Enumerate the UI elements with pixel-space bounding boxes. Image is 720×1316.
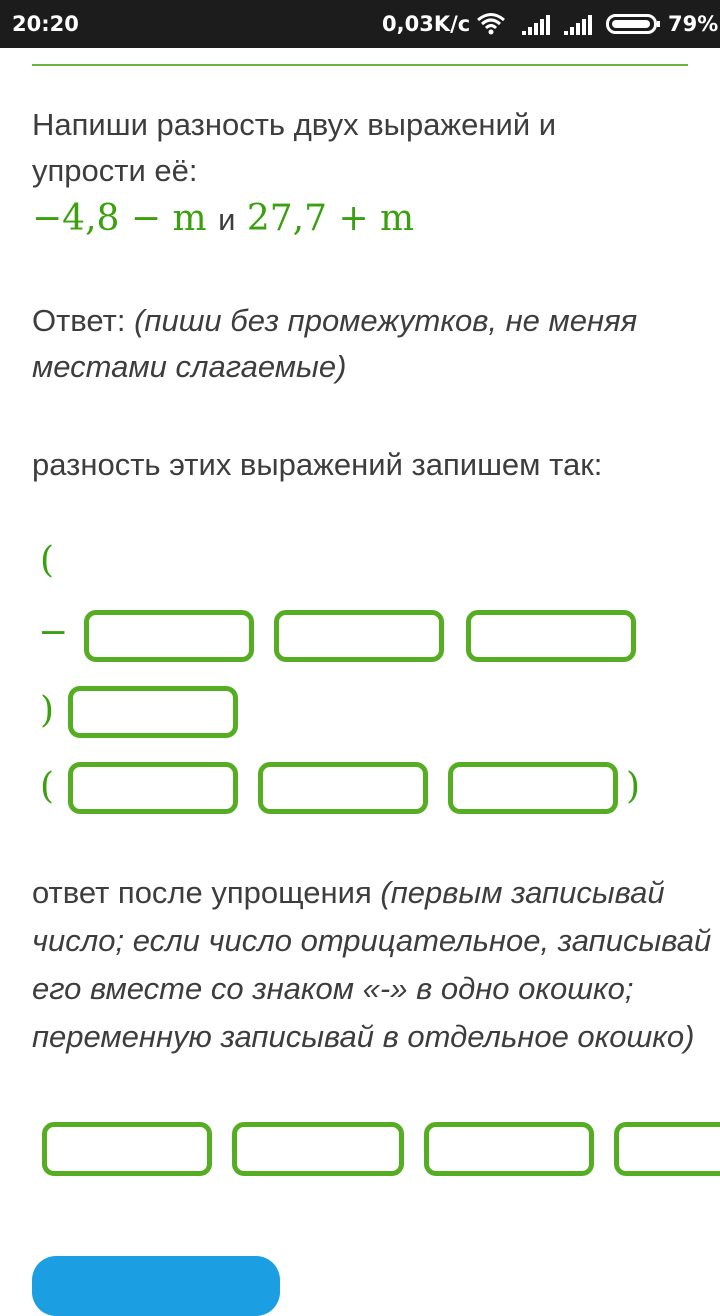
answer-hint-line-2: местами слагаемые) [32, 349, 347, 384]
close-paren-1: ) [40, 690, 55, 731]
result-box-3[interactable] [424, 1122, 594, 1176]
answer-box-4[interactable] [68, 686, 238, 738]
after-line-1 [32, 870, 665, 916]
open-paren-1: ( [40, 540, 55, 581]
answer-box-5[interactable] [68, 762, 238, 814]
signal-icon [522, 15, 552, 40]
after-hint-line-3: его вместе со знаком «-» в одно окошко; [32, 971, 634, 1006]
task-text-line-2: упрости её: [32, 153, 198, 188]
battery-percentage: 79% [668, 12, 719, 36]
answer-box-6[interactable] [258, 762, 428, 814]
minus-sign: − [38, 612, 69, 653]
signal-icon [564, 15, 594, 40]
result-box-4[interactable] [614, 1122, 720, 1176]
close-paren-2: ) [626, 766, 641, 807]
answer-box-1[interactable] [84, 610, 254, 662]
answer-box-3[interactable] [466, 610, 636, 662]
after-hint-line-4: переменную записывай в отдельное окошко) [32, 1019, 695, 1054]
answer-hint: (пиши без промежутков, не меняя [134, 303, 638, 338]
answer-label: Ответ: [32, 303, 135, 338]
status-time: 20:20 [12, 12, 79, 36]
expression-2: 27,7 + m [246, 198, 415, 239]
wifi-icon [476, 12, 506, 41]
status-bar [0, 0, 720, 48]
after-label: ответ после упрощения [32, 875, 381, 910]
difference-label: разность этих выражений запишем так: [32, 447, 603, 482]
answer-line-1 [32, 298, 637, 344]
answer-box-2[interactable] [274, 610, 444, 662]
submit-button[interactable] [32, 1256, 280, 1316]
answer-box-7[interactable] [448, 762, 618, 814]
result-box-1[interactable] [42, 1122, 212, 1176]
result-box-2[interactable] [232, 1122, 404, 1176]
after-hint-line-2: число; если число отрицательное, записывай [32, 923, 712, 958]
expression-1: −4,8 − m [32, 198, 207, 239]
open-paren-2: ( [40, 766, 55, 807]
task-text-line-1: Напиши разность двух выражений и [32, 107, 557, 142]
status-network-speed: 0,03K/c [382, 12, 471, 36]
divider [32, 64, 688, 66]
after-hint: (первым записывай [380, 875, 665, 910]
and-word: и [218, 202, 236, 237]
battery-icon [606, 14, 662, 39]
task-expressions [32, 198, 414, 239]
